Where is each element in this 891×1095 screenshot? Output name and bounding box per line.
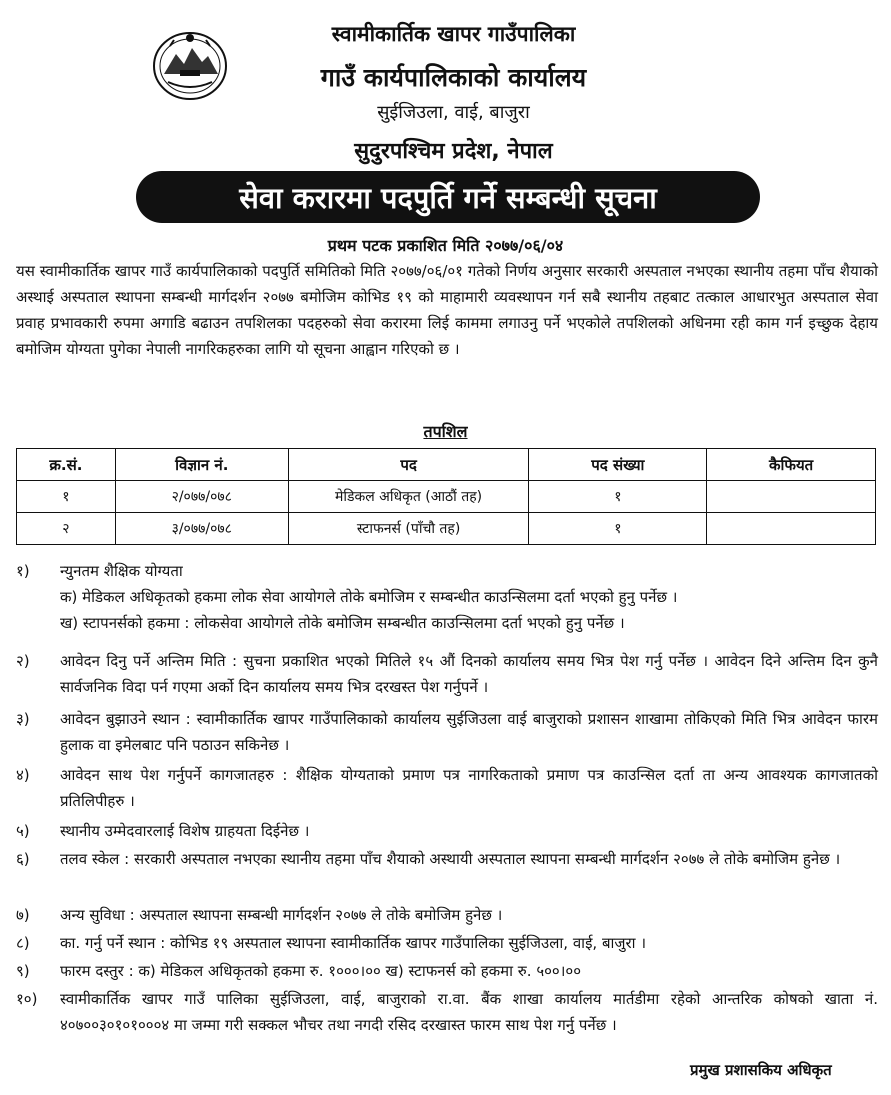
condition-9 (16, 958, 878, 984)
condition-5 (16, 818, 878, 844)
condition-number: ६) (16, 850, 30, 868)
cell-serial: २ (17, 513, 116, 545)
cell-ad-number: २/०७७/०७८ (115, 481, 288, 513)
publication-date: प्रथम पटक प्रकाशित मिति २०७७/०६/०४ (327, 236, 564, 255)
province-country: सुदुरपश्चिम प्रदेश, नेपाल (354, 139, 553, 164)
condition-number: ४) (16, 766, 30, 784)
condition-6 (16, 846, 878, 872)
condition-text: न्युनतम शैक्षिक योग्यता (60, 562, 183, 580)
condition-number: ७) (16, 906, 30, 924)
cell-ad-number: ३/०७७/०७८ (115, 513, 288, 545)
condition-number: १) (16, 562, 30, 580)
condition-4 (16, 762, 878, 814)
condition-number: २) (16, 652, 30, 670)
office-name: गाउँ कार्यपालिकाको कार्यालय (320, 63, 587, 92)
col-serial-header: क्र.सं. (17, 449, 116, 481)
office-address: सुईजिउला, वाई, बाजुरा (377, 102, 530, 123)
cell-remarks (707, 513, 876, 545)
condition-text: आवेदन बुझाउने स्थान : स्वामीकार्तिक खापर गाउँपालिकाको कार्यालय सुईजिउला वाई बाजुराको प्रशासन शाखामा तोकिएको मिति भित्र आवेदन फारम हुलाक वा इमेलबाट पनि पठाउन सकिनेछ । (60, 710, 878, 754)
condition-sub-item: क) मेडिकल अधिकृतको हकमा लोक सेवा आयोगले तोके बमोजिम र सम्बन्धीत काउन्सिलमा दर्ता भएको हुनु पर्नेछ । (60, 588, 678, 606)
condition-10 (16, 986, 878, 1038)
condition-2 (16, 648, 878, 700)
condition-text: अन्य सुविधा : अस्पताल स्थापना सम्बन्धी मार्गदर्शन २०७७ ले तोके बमोजिम हुनेछ । (60, 906, 503, 924)
condition-1 (16, 558, 878, 636)
post-details-table (16, 448, 876, 545)
condition-number: ३) (16, 710, 30, 728)
table-header-row (17, 449, 876, 481)
table-title: तपशिल (423, 422, 468, 441)
condition-3 (16, 706, 878, 758)
cell-post: स्टाफनर्स (पाँचौ तह) (288, 513, 529, 545)
condition-text: का. गर्नु पर्ने स्थान : कोभिड १९ अस्पताल स्थापना स्वामीकार्तिक खापर गाउँपालिका सुईजिउला, वाई, बाजुरा । (60, 934, 647, 952)
cell-remarks (707, 481, 876, 513)
condition-sub-item: ख) स्टापनर्सको हकमा : लोकसेवा आयोगले तोके बमोजिम सम्बन्धीत काउन्सिलमा दर्ता भएको हुनु पर्नेछ । (60, 614, 625, 632)
condition-text: फारम दस्तुर : क) मेडिकल अधिकृतको हकमा रु. १०००।०० ख) स्टाफनर्स को हकमा रु. ५००।०० (60, 962, 581, 980)
condition-text: आवेदन दिनु पर्ने अन्तिम मिति : सुचना प्रकाशित भएको मितिले १५ औं दिनको कार्यालय समय भित्र पेश गर्नु पर्नेछ । आवेदन दिने अन्तिम दिन कुनै सार्वजनिक विदा पर्न गएमा अर्को दिन कार्यालय समय भित्र दरखस्त पेश गर्नुपर्ने । (60, 652, 878, 696)
signatory-title: प्रमुख प्रशासकिय अधिकृत (690, 1061, 832, 1079)
condition-text: आवेदन साथ पेश गर्नुपर्ने कागजातहरु : शैक्षिक योग्यताको प्रमाण पत्र नागरिकताको प्रमाण पत्र काउन्सिल दर्ता ता अन्य आवश्यक कागजातको प्रतिलिपीहरु । (60, 766, 878, 810)
condition-number: १०) (16, 990, 38, 1008)
cell-serial: १ (17, 481, 116, 513)
col-count-header: पद संख्या (529, 449, 707, 481)
municipality-name: स्वामीकार्तिक खापर गाउँपालिका (331, 22, 576, 46)
condition-7 (16, 902, 878, 928)
col-remarks-header: कैफियत (707, 449, 876, 481)
cell-count: १ (529, 481, 707, 513)
intro-paragraph: यस स्वामीकार्तिक खापर गाउँ कार्यपालिकाको पदपुर्ति समितिको मिति २०७७/०६/०१ गतेको निर्णय अनुसार सरकारी अस्पताल नभएका स्थानीय तहमा पाँच शैयाको अस्थाई अस्पताल स्थापना सम्बन्धी मार्गदर्शन २०७७ बमोजिम कोभिड १९ को माहामारी व्यवस्थापन गर्न सबै स्थानीय तहबाट तत्काल आधारभुत अस्पताल सेवा प्रवाह प्रभावकारी रुपमा अगाडि बढाउन तपशिलका पदहरुको सेवा करारमा लिई काममा लगाउनु पर्ने भएकोले तपशिलको अधिनमा रही काम गर्न इच्छुक देहाय बमोजिम योग्यता पुगेका नेपाली नागरिकहरुका लागि यो सूचना आह्वान गरिएको छ । (16, 262, 878, 358)
cell-post: मेडिकल अधिकृत (आठौं तह) (288, 481, 529, 513)
condition-number: ९) (16, 962, 30, 980)
condition-number: ८) (16, 934, 30, 952)
condition-text: तलव स्केल : सरकारी अस्पताल नभएका स्थानीय तहमा पाँच शैयाको अस्थायी अस्पताल स्थापना सम्बन्धी मार्गदर्शन २०७७ ले तोके बमोजिम हुनेछ । (60, 850, 841, 868)
condition-text: स्थानीय उम्मेदवारलाई विशेष ग्राहयता दिईनेछ । (60, 822, 310, 840)
col-post-header: पद (288, 449, 529, 481)
condition-8 (16, 930, 878, 956)
cell-count: १ (529, 513, 707, 545)
condition-number: ५) (16, 822, 30, 840)
condition-text: स्वामीकार्तिक खापर गाउँ पालिका सुईजिउला, वाई, बाजुराको रा.वा. बैंक शाखा कार्यालय मार्तडीमा रहेको आन्तरिक कोषको खाता नं. ४०७००३०१०१०००४ मा जम्मा गरी सक्कल भौचर तथा नगदी रसिद दरखास्त फारम साथ पेश गर्नु पर्नेछ । (60, 990, 878, 1034)
notice-title-banner: सेवा करारमा पदपुर्ति गर्ने सम्बन्धी सूचना (136, 171, 760, 223)
table-row (17, 513, 876, 545)
table-row (17, 481, 876, 513)
col-ad-number-header: विज्ञान नं. (115, 449, 288, 481)
